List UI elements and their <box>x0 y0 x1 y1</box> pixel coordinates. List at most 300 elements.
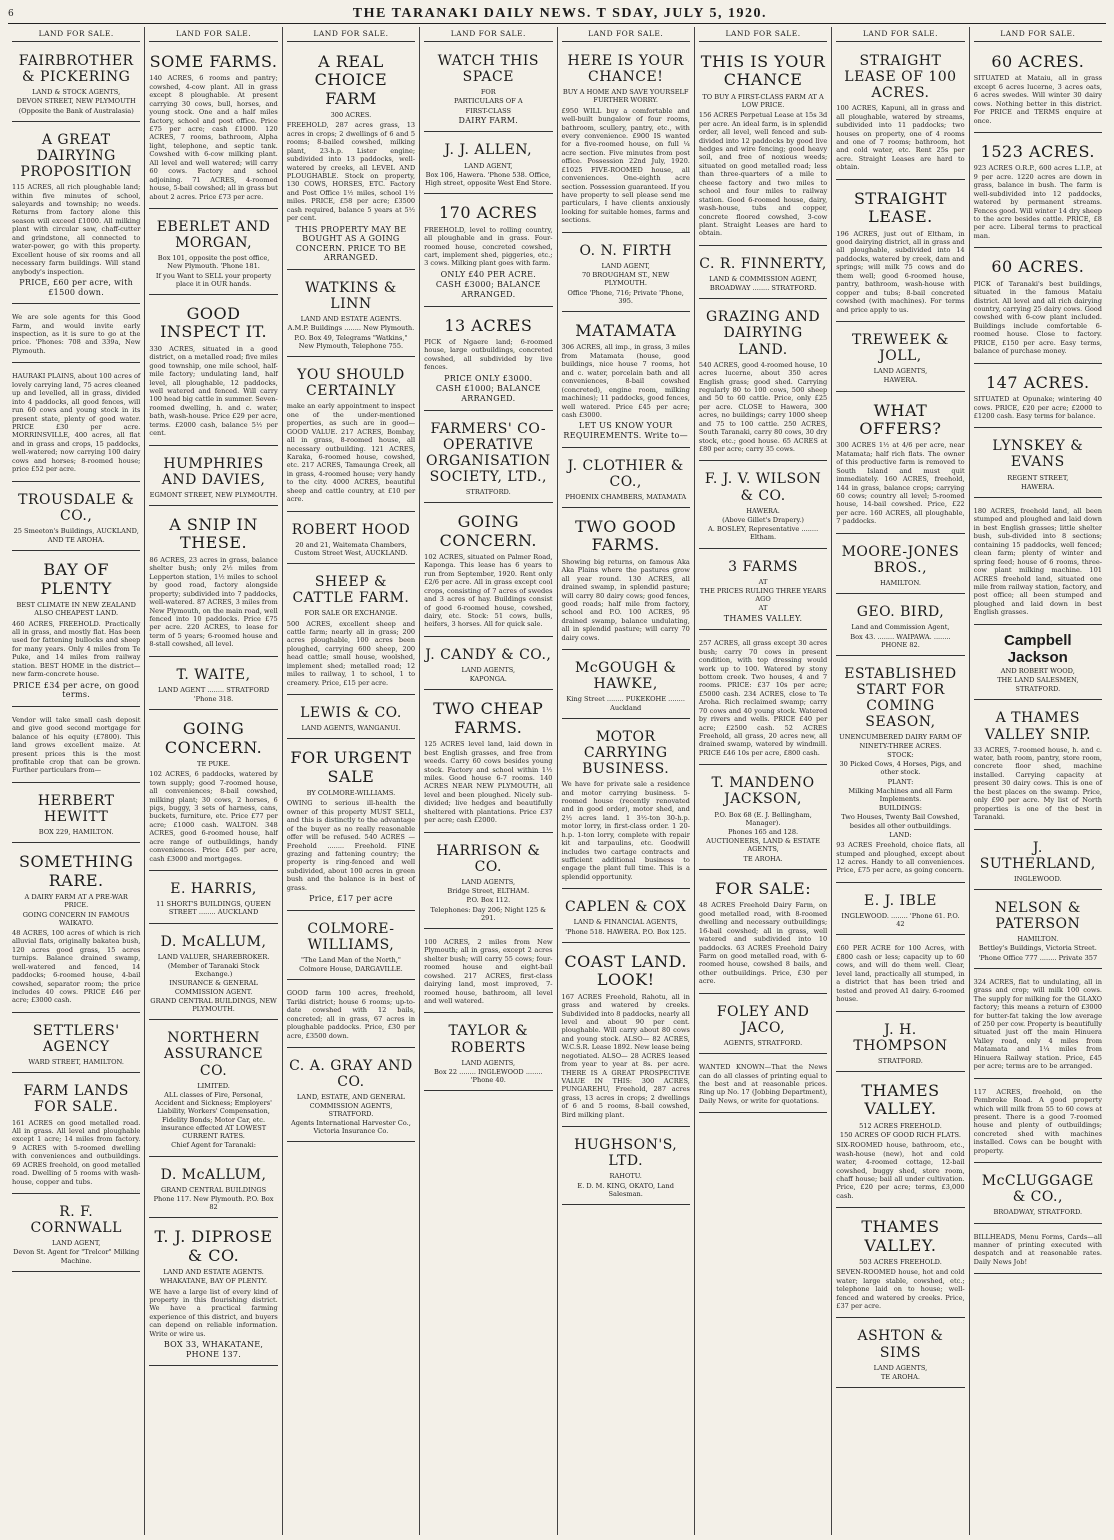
ad-heading: NORTHERN ASSURANCE CO. <box>163 1030 264 1079</box>
ad-heading: HUMPHRIES AND DAVIES, <box>161 455 266 488</box>
ad-subline: WHAKATANE, BAY OF PLENTY. <box>159 1277 268 1286</box>
ad-subline: BEST CLIMATE IN NEW ZEALAND ALSO CHEAPEST LAND. <box>16 601 136 618</box>
advertisement <box>287 742 415 910</box>
advertisement <box>287 360 415 511</box>
ad-subline: WARD STREET, HAMILTON. <box>28 1058 124 1067</box>
advertisement <box>12 307 140 363</box>
ad-body-text: 306 ACRES, all imp., in grass, 3 miles from Matamata (house, good buildings, nice house 7 rooms, hot and c. water, porcelain bath and all conveniences, 8-bail cowshed (concreted), engine room, milking machines); 11 paddocks, good fences, well watered. Price £45 per acre; cash £3000. <box>561 343 690 419</box>
ad-subline: LAND AGENTS, <box>461 877 516 886</box>
ad-subline: AND TE AROHA. <box>47 536 105 545</box>
advertisement <box>149 1221 277 1366</box>
advertisement <box>149 927 277 1021</box>
advertisement <box>836 1321 964 1388</box>
ad-subline: LAND AGENTS, <box>461 1058 516 1067</box>
ad-subline: DEVON STREET, NEW PLYMOUTH <box>16 97 136 106</box>
ad-footer: BOX 33, WHAKATANE, PHONE 137. <box>163 1340 264 1359</box>
ad-heading: GOING CONCERN. <box>439 512 537 550</box>
advertisement <box>12 125 140 304</box>
ad-extra: CASH £1000; BALANCE ARRANGED. <box>435 384 541 403</box>
ad-subline: 25 Smeeton's Buildings, AUCKLAND, <box>13 526 139 535</box>
ad-heading: 13 ACRES <box>444 315 533 335</box>
ad-subline: LAND & STOCK AGENTS, <box>32 88 121 97</box>
ad-subline: 'Phone 518. HAWERA. P.O. Box 125. <box>565 927 687 936</box>
ad-body-text: FREEHOLD, level to rolling country, all ploughable and in grass. Four-roomed house, concreted cowshed, cart, implement shed, piggeries, etc.; 3 cows. Milking plant goes with farm. <box>424 225 553 268</box>
advertisement <box>562 315 690 448</box>
column-5 <box>558 27 695 1535</box>
ad-subline: AND ROBERT WOOD, <box>1000 666 1075 675</box>
ad-subline: (Member of Taranaki Stock Exchange.) <box>167 961 260 979</box>
ad-subline: Land and Commission Agent, <box>851 623 950 632</box>
ad-heading: J. CLOTHIER & CO., <box>567 457 684 490</box>
advertisement <box>12 846 140 1013</box>
ad-subline: 512 ACRES FREEHOLD. <box>859 1121 942 1130</box>
ad-heading: O. N. FIRTH <box>579 242 672 259</box>
ad-heading: ROBERT HOOD <box>291 521 411 538</box>
advertisement <box>562 722 690 890</box>
ad-subline: Agents International Harvester Co., Victoria Insurance Co. <box>291 1119 411 1136</box>
advertisement <box>836 597 964 656</box>
advertisement <box>12 485 140 552</box>
ad-heading: THIS IS YOUR CHANCE <box>700 52 826 90</box>
advertisement <box>562 946 690 1127</box>
ad-subline: AUCTIONEERS, LAND & ESTATE AGENTS, <box>706 837 820 854</box>
ad-subline: Telephones: Day 206; Night 125 & 291. <box>430 905 547 922</box>
ad-body-text: FREEHOLD, 287 acres grass, 13 acres in crops; 2 dwellings of 6 and 5 rooms; 8-bailed cowshed, milking plant, 23-h.p. Lister engine; subdivided into 13 paddocks, well-watered by creeks, all LEVEL AND PLOUGHABLE. Stock on property, 130 COWS, HORSES, ETC. Factory and Post Office 1½ miles, school 1½ miles. PRICE, £58 per acre; £3500 cash required, balance 5 years at 5½ per cent. <box>286 121 416 223</box>
ad-heading: 147 ACRES. <box>986 372 1090 392</box>
advertisement <box>12 786 140 843</box>
ad-body-text: 100 ACRES, Kapuni, all in grass and all ploughable, watered by streams, subdivided into 11 paddocks; two houses on property, one of 4 rooms and one of 7 rooms; bathroom, hot and cold water, etc. Rent 25s per acre. Straight Leases are hard to obtain. <box>836 104 965 172</box>
advertisement <box>149 660 277 711</box>
ad-subline: 'Phone Office 777 ........ Private 357 <box>978 953 1098 962</box>
ad-subline: FOR <box>480 88 496 97</box>
advertisement <box>974 431 1102 498</box>
ad-subline: A DAIRY FARM AT A PRE-WAR PRICE. <box>24 893 128 910</box>
ad-heading: TAYLOR & ROBERTS <box>448 1023 529 1056</box>
ad-heading: GOOD INSPECT IT. <box>160 304 268 342</box>
ad-body-text: 117 ACRES, freehold, on the Pembroke Road. A good property which will milk from 55 to 60 cows at present. There is a good 7-roomed house and plenty of outbuildings; concreted shed with machines installed. Cows can be bought with property. <box>973 1087 1102 1155</box>
ad-subline: "The Land Man of the North," <box>300 956 401 965</box>
newspaper-title: THE TARANAKI DAILY NEWS. T SDAY, JULY 5, 1920. <box>352 5 767 21</box>
advertisement <box>836 938 964 1011</box>
ad-body-text: BILLHEADS, Menu Forms, Cards—all manner of printing executed with despatch and at reasonable rates. Daily News Job! <box>973 1232 1102 1266</box>
ad-body-text: 300 ACRES 1½ at 4/6 per acre, near Matamata; half rich flats. The owner of this productive farm is removed to South Island and must quit immediately. 160 ACRES, freehold, 144 in grass, balance crops; carrying 60 cows; country all level; 5-roomed house, 14-bail cowshed. Price, £22 per acre. 160 ACRES, all ploughable, 7 paddocks. <box>836 441 965 526</box>
ad-body-text: We have for private sale a residence and motor carrying business. 5-roomed house (recently renovated and in good order), motor shed, and 2½ acres land. 1 3½-ton 30-h.p. motor lorry, in first-class order. 1 20-h.p. 1-ton lorry, complete with repair kit and tarpaulins, etc. Goodwill includes two cartage contracts and sufficient additional business to engage the plant full time. This is a splendid opportunity. <box>561 780 690 881</box>
ad-heading: TROUSDALE & CO., <box>18 491 135 524</box>
column-3 <box>283 27 420 1535</box>
advertisement <box>12 366 140 481</box>
advertisement <box>562 892 690 943</box>
ad-subline: A.M.P. Buildings ........ New Plymouth. <box>287 324 415 333</box>
ad-subline: BUILDINGS: <box>878 804 922 813</box>
ad-heading: HERBERT HEWITT <box>37 792 115 825</box>
ad-subline: Bridge Street, ELTHAM. <box>447 887 530 896</box>
ad-body-text: WE have a large list of every kind of property in this flourishing district. We have a practical farming experience of this district, and buyers can depend on reliable information. Write or wire us. <box>149 1287 278 1338</box>
ad-subline: HAMILTON. <box>1017 935 1059 944</box>
ad-subline: (Above Gillet's Drapery.) <box>722 515 804 524</box>
advertisement <box>12 46 140 122</box>
ad-heading: J. SUTHERLAND, <box>979 839 1096 872</box>
ad-heading: E. HARRIS, <box>170 881 257 898</box>
advertisement <box>699 552 827 631</box>
ad-subline: Milking Machines and all Farm Implements. <box>848 786 953 803</box>
advertisement <box>562 236 690 312</box>
ad-subline: UNENCUMBERED DAIRY FARM OF NINETY-THREE ACRES. <box>839 733 962 750</box>
ad-heading: J. CANDY & CO., <box>425 646 552 663</box>
ad-subline: Phone 117. New Plymouth. P.O. Box 82 <box>153 1194 274 1212</box>
ad-subline: BOX 229, HAMILTON. <box>38 828 114 837</box>
advertisement <box>699 249 827 300</box>
advertisement <box>836 395 964 534</box>
advertisement <box>699 464 827 548</box>
ad-heading: 60 ACRES. <box>991 257 1085 277</box>
ad-subline: Box 101, opposite the post office, New Plymouth. 'Phone 181. <box>157 254 270 271</box>
advertisement <box>836 46 964 180</box>
column-header: LAND FOR SALE. <box>12 27 140 42</box>
ad-heading: D. McALLUM, <box>160 933 267 950</box>
ad-body-text: 156 ACRES Perpetual Lease at 15s 3d per acre. An ideal farm, is in splendid order, all level, well fenced and sub-divided into 12 paddocks by good live hedges and wire fencing; good heavy soil, and free of noxious weeds; situated on good metalled road; less than three-quarters of a mile to cheese factory and two miles to school and four miles to railway station. Good 6-roomed house, dairy, wash-house, tubs and copper, concrete floored cowshed, 3-cow plant. Straight Leases are hard to obtain. <box>698 111 828 238</box>
ad-subline: BY COLMORE-WILLIAMS. <box>306 789 396 798</box>
advertisement <box>699 302 827 461</box>
ad-subline: TE AROHA. <box>880 1372 920 1381</box>
advertisement <box>836 659 964 883</box>
ad-subline: P.O. Box 49, Telegrams "Watkins," New Plymouth, Telephone 755. <box>294 333 408 350</box>
column-header: LAND FOR SALE. <box>149 27 277 42</box>
ad-subline: LAND, ESTATE, AND GENERAL COMMISSION AGENTS, STRATFORD. <box>296 1093 405 1118</box>
ad-body-text: SITUATED at Mataiu, all in grass except 6 acres lucerne, 3 acres oats, 6 acres swedes. Will winter 30 dairy cows. Nothing better in this district. For PRICE and TERMS enquire at once. <box>973 74 1102 125</box>
ad-subline: TO BUY A FIRST-CLASS FARM AT A LOW PRICE. <box>702 92 824 110</box>
ad-subline: STRATFORD. <box>878 1056 923 1065</box>
advertisement <box>287 698 415 739</box>
ad-heading: STRAIGHT LEASE OF 100 ACRES. <box>844 53 957 102</box>
ad-heading: J. H. THOMPSON <box>853 1021 948 1054</box>
advertisement <box>699 46 827 246</box>
ad-body-text: 180 ACRES, freehold land, all been stumped and ploughed and laid down in best English grasses; little shelter bush, sub-divided into 8 sections; containing 15 paddocks, well fenced; clean farm; plenty of winter and spring feed; house of 6 rooms, three-cow plant milking machine. 101 ACRES freehold land, situated one mile from railway station, factory, and post office; all been stumped and ploughed and laid down in best English grasses. <box>973 507 1102 617</box>
ad-subline: BROADWAY, STRATFORD. <box>993 1208 1083 1217</box>
advertisement <box>424 932 552 1014</box>
ad-subline: LAND AND ESTATE AGENTS. <box>163 1268 264 1277</box>
advertisement <box>836 325 964 392</box>
ad-heading: 170 ACRES <box>439 203 538 223</box>
ad-subline: LAND AGENTS, <box>873 1363 928 1372</box>
ad-heading: YOU SHOULD CERTAINLY <box>297 367 405 400</box>
ad-heading: GOING CONCERN. <box>164 719 263 757</box>
column-header: LAND FOR SALE. <box>562 27 690 42</box>
ad-body-text: PICK of Taranaki's best buildings, situated in the famous Mataiu district. All level and all rich dairying country, carrying 25 dairy cows. Good cowshed with 6-cow plant included. Buildings include comfortable 6-roomed house. Close to factory. PRICE, £150 per acre. Easy terms, balance of purchase money. <box>973 279 1102 356</box>
ad-subline: STRATFORD. <box>465 487 511 496</box>
ad-heading: FOLEY AND JACO, <box>716 1003 810 1036</box>
ad-body-text: 86 ACRES, 23 acres in grass, balance shelter bush; only 2½ miles from Lepperton station, 1½ miles to school by good road, factory alongside property; subdivided into 7 paddocks, well-watered. 87 ACRES, 3 miles from New Plymouth, on the main road, well fenced into 10 paddocks. Price £75 per acre. 220 ACRES, to lease for term of 5 years; 6-roomed house and 8-stall cowshed, all level. <box>149 555 278 649</box>
advertisement <box>562 451 690 508</box>
advertisement <box>974 833 1102 890</box>
ad-subline: E. D. M. KING, OKATO, Land Salesman. <box>577 1181 674 1198</box>
advertisement <box>149 1160 277 1219</box>
ad-heading: 1523 ACRES. <box>980 142 1095 162</box>
advertisement <box>424 197 552 306</box>
advertisement <box>424 693 552 832</box>
column-7 <box>832 27 969 1535</box>
ad-subline: P.O. Box 112. <box>466 896 511 905</box>
ad-subline: STOCK: <box>887 750 914 759</box>
ad-subline: FOR SALE OR EXCHANGE. <box>304 609 398 618</box>
advertisement <box>974 703 1102 829</box>
ad-body-text: WANTED KNOWN—That the News can do all classes of printing equal to the best and at reasonable prices. Ring up No. 17 (Jobbing Department), Daily News, or write for quotations. <box>698 1063 828 1105</box>
ad-body-text: SIX-ROOMED house, bathroom, etc., wash-house (new), hot and cold water, 4-roomed cottage, 12-bail cowshed, buggy shed, store room, chaff house; bail all under cultivation. Price, £20 per acre; terms, £3,000 cash. <box>836 1141 965 1200</box>
ad-heading: Campbell Jackson <box>1004 631 1072 666</box>
page-number: 6 <box>8 8 14 19</box>
ad-subline: BUY A HOME AND SAVE YOURSELF FURTHER WORRY. <box>562 88 689 105</box>
ad-subline: AGENTS, STRATFORD. <box>723 1038 803 1047</box>
ad-body-text: 257 ACRES, all grass except 30 acres bush; carry 70 cows in present condition, with top dressing would work up to 100. Watered by stony bottom creek. Two houses, 4 and 7 rooms. PRICE: £37 10s per acre; £5000 cash. 234 ACRES, close to Te Aroha. Rich reclaimed swamp; carry 70 cows and 40 young stock. Watered by rivers and wells. PRICE £40 per acre; £2500 cash. 52 ACRES Freehold, all grass, 20 acres new, all drained swamp, watered by windmill. PRICE £46 10s per acre, £800 cash. <box>698 639 828 757</box>
ad-heading: TWO GOOD FARMS. <box>575 516 677 555</box>
ad-subline: AT <box>758 577 768 586</box>
ad-heading: TREWEEK & JOLL, <box>852 331 949 365</box>
ad-heading: CAPLEN & COX <box>565 899 687 916</box>
advertisement <box>424 640 552 691</box>
ad-subline: GRAND CENTRAL BUILDINGS <box>160 1185 267 1194</box>
ad-heading: T. WAITE, <box>176 666 251 683</box>
ad-subline: Office 'Phone, 716; Private 'Phone, 395. <box>567 288 684 305</box>
ad-body-text: 102 ACRES, 6 paddocks, watered by town supply; good 7-roomed house, all conveniences; 8-bail cowshed, milking plant; 30 cows, 2 horses, 6 pigs, buggy, 3 sets of harness, cans, buckets, furniture, etc. Price £77 per acre; £1000 cash. WALTON. 348 ACRES, good 6-roomed house, half acre range of outbuildings, handy conveniences. Price £45 per acre, cash £3000 and mortgages. <box>149 770 278 863</box>
ad-heading: A THAMES VALLEY SNIP. <box>984 710 1091 743</box>
ad-heading: GRAZING AND DAIRYING LAND. <box>706 309 821 358</box>
advertisement <box>12 1076 140 1194</box>
advertisement <box>562 653 690 719</box>
ad-subline: GRAND CENTRAL BUILDINGS, NEW PLYMOUTH. <box>150 996 277 1014</box>
ad-subline: HAWERA. <box>1020 482 1055 491</box>
advertisement <box>836 537 964 594</box>
ad-body-text: PICK of Ngaere land; 6-roomed house, large outbuildings, concreted cowshed, all subdivided by live fences. <box>424 338 553 372</box>
ad-heading: NELSON & PATERSON <box>994 899 1081 933</box>
ad-body-text: HAURAKI PLAINS, about 100 acres of lovely carrying land, 75 acres cleaned up and levelled, all in grass, divided into 4 paddocks, all good fences, will run 60 cows and young stock in its present state, plenty of good water. PRICE £30 per acre. MORRINSVILLE, 400 acres, all flat and in grass and crops, 15 paddocks, well-watered; now carrying 100 dairy cows and horses; 8-roomed house; price £52 per acre. <box>12 372 141 474</box>
ad-heading: SOMETHING RARE. <box>19 852 134 890</box>
ad-subline: Two Houses, Twenty Bail Cowshed, besides all other outbuildings. <box>841 813 960 830</box>
ad-heading: MOTOR CARRYING BUSINESS. <box>582 728 670 777</box>
advertisement <box>287 567 415 695</box>
advertisement <box>836 183 964 322</box>
advertisement <box>424 836 552 929</box>
advertisement <box>12 1016 140 1073</box>
advertisement <box>149 509 277 657</box>
ad-heading: A REAL CHOICE FARM <box>314 52 388 108</box>
ad-footer: DAIRY FARM. <box>458 115 519 125</box>
column-header: LAND FOR SALE. <box>836 27 964 42</box>
advertisement <box>149 212 277 295</box>
ad-body-text: SITUATED at Opunake; wintering 40 cows. PRICE, £20 per acre; £2000 to £1200 cash. Easy terms for balance. <box>973 395 1102 420</box>
ad-subline: PHOENIX CHAMBERS, MATAMATA <box>565 492 687 501</box>
ad-subline: Devon St. Agent for "Trelcor" Milking Machine. <box>13 1248 140 1265</box>
ad-body-text: £60 PER ACRE for 100 Acres, with £800 cash or less; capacity up to 60 cows, and will do them well. Clear, level land, practically all stumped, in a district that has been tried and tested and proved A1 dairy. 6-roomed house. <box>836 944 965 1004</box>
ad-subline: LAND AGENT, <box>464 161 513 170</box>
column-1 <box>8 27 145 1535</box>
advertisement <box>12 554 140 707</box>
ad-subline: REGENT STREET, <box>1007 473 1069 482</box>
ad-subline: AT <box>758 604 768 613</box>
advertisement <box>974 1227 1102 1275</box>
column-header: LAND FOR SALE. <box>974 27 1102 42</box>
ad-subline: Chief Agent for Taranaki: <box>171 1141 256 1150</box>
ad-heading: McCLUGGAGE & CO., <box>981 1173 1094 1206</box>
ad-subline: Box 43. ........ WAIPAWA. ........ PHONE 82. <box>850 632 951 649</box>
ad-heading: SOME FARMS. <box>149 52 278 71</box>
advertisement <box>287 273 415 357</box>
ad-subline: 70 BROUGHAM ST., NEW PLYMOUTH. <box>581 271 670 288</box>
advertisement <box>12 710 140 783</box>
advertisement <box>287 914 415 981</box>
advertisement <box>974 46 1102 133</box>
ad-heading: WATKINS & LINN <box>305 280 397 313</box>
ad-subline: ALL classes of Fire, Personal, Accident and Sickness; Employers' Liability, Workers' Compensation, Fidelity Bonds; Motor Car, etc. insurance effected AT LOWEST CURRENT RATES. <box>155 1090 272 1141</box>
ad-subline: LAND AGENTS, WANGANUI. <box>301 724 401 733</box>
ad-subline: 'Phone 318. <box>193 695 234 704</box>
ad-heading: WATCH THIS SPACE <box>437 53 540 86</box>
ad-heading: ASHTON & SIMS <box>857 1328 944 1361</box>
ad-heading: McGOUGH & HAWKE, <box>574 660 677 693</box>
ad-subline: LAND AGENT, <box>51 1239 101 1248</box>
advertisement <box>149 46 277 209</box>
ad-body-text: 196 ACRES, just out of Eltham, in good dairying district, all in grass and all ploughable, subdivided into 14 paddocks, watered by creek, dam and springs; will milk 75 cows and do them well; good 6-roomed house, pantry, bathroom, wash-house with copper and tubs; 8-bail concreted cowshed (with machines). For terms and price apply to us. <box>836 229 965 314</box>
ad-subline: Box 106, Hawera. 'Phone 538. Office, High street, opposite West End Store. <box>424 170 552 188</box>
ad-subline: LAND AND ESTATE AGENTS. <box>300 315 402 324</box>
ad-body-text: 125 ACRES level land, laid down in best English grasses, and free from weeds. Carry 60 cows besides young stock. Factory and school within 1½ miles. Good house 6-7 rooms. 140 ACRES NEAR NEW PLYMOUTH, all level and been ploughed. Nicely sub-divided; live hedges and beautifully sheltered with plantations. Price £37 per acre; cash £2000. <box>424 740 553 825</box>
ad-subline: PLANT: <box>887 777 914 786</box>
advertisement <box>562 46 690 233</box>
ad-heading: STRAIGHT LEASE. <box>853 188 947 227</box>
ad-subline: LAND AGENT ........ STRATFORD <box>157 685 270 694</box>
advertisement <box>699 1057 827 1113</box>
ad-subline: RAHOTU. <box>609 1172 642 1181</box>
advertisement <box>974 367 1102 429</box>
ad-heading: MOORE-JONES BROS., <box>841 543 960 576</box>
ad-footer: LET US KNOW YOUR REQUIREMENTS. Write to— <box>563 421 688 440</box>
ad-footer: PRICE £34 per acre, on good terms. <box>12 680 140 700</box>
ad-subline: 20 and 21, Waitemata Chambers, Custom Street West, AUCKLAND. <box>294 540 408 557</box>
ad-subline: FIRST-CLASS <box>465 106 512 115</box>
advertisement <box>974 136 1102 248</box>
ad-extra: CASH £3000; BALANCE ARRANGED. <box>435 280 541 300</box>
ad-heading: D. McALLUM, <box>160 1166 267 1183</box>
ad-footer: PRICE ONLY £3000. <box>444 373 533 383</box>
ad-subline: LAND AGENTS, <box>873 367 928 376</box>
ad-subline: LAND AGENTS, <box>461 665 516 674</box>
ad-heading: C. R. FINNERTY, <box>699 255 827 272</box>
ad-footer: Price, £17 per acre <box>309 894 393 904</box>
advertisement <box>424 506 552 637</box>
ad-subline: King Street ........ PUKEKOHE ........ Auckland <box>566 695 685 712</box>
ad-heading: J. J. ALLEN, <box>444 142 533 159</box>
advertisement <box>424 310 552 411</box>
ad-heading: HARRISON & CO. <box>436 842 541 875</box>
ad-subline: TE PUKE. <box>197 760 231 769</box>
column-4 <box>420 27 557 1535</box>
ad-heading: THAMES VALLEY. <box>861 1080 940 1119</box>
column-header: LAND FOR SALE. <box>699 27 827 42</box>
ad-subline: TE AROHA. <box>743 854 783 863</box>
advertisement <box>424 46 552 132</box>
ad-subline: BROADWAY ........ STRATFORD. <box>709 284 817 293</box>
ad-heading: GEO. BIRD, <box>856 604 945 621</box>
ad-heading: COLMORE-WILLIAMS, <box>307 920 395 953</box>
ad-body-text: 161 ACRES on good metalled road. All in grass. All level and ploughable except 1 acre; 14 miles from factory. 9 ACRES with 5-roomed dwelling with conveniences and outbuildings. 69 ACRES freehold, on good metalled road. Dwelling of 5 rooms with wash-house, copper and tubs. <box>12 1118 141 1186</box>
ad-subline: Phones 165 and 128. <box>727 828 799 836</box>
ad-heading: FAIRBROTHER & PICKERING <box>18 53 134 86</box>
ad-body-text: 500 ACRES, excellent sheep and cattle farm; nearly all in grass; 200 acres ploughable, 100 acres been ploughed, carrying 600 sheep, 200 head cattle; small house, woolshed, implement shed; metalled road; 12 miles to railway, 1 to school, 1 to creamery. Price, £15 per acre. <box>286 619 416 687</box>
ad-body-text: Vendor will take small cash deposit and give good second mortgage for balance of his equity (£7800). This land grows excellent maize. At present prices this is the most profitable crop that can be grown. Further particulars from— <box>12 715 141 775</box>
column-container <box>8 27 1106 1535</box>
ad-subline: LAND VALUER, SHAREBROKER. <box>157 952 270 961</box>
ad-heading: MATAMATA <box>575 321 677 341</box>
ad-body-text: 33 ACRES, 7-roomed house, h. and c. water, bath room, pantry, store room, concrete floor shed, machine installed. Carrying capacity at present 30 dairy cows. This is one of the best places on the swamp. Price, only £90 per acre. My list of North properties is one of the best in Taranaki. <box>973 745 1102 822</box>
ad-heading: E. J. IBLE <box>863 892 937 909</box>
ad-heading: T. MANDENO JACKSON, <box>711 775 815 808</box>
ad-subline: KAPONGA. <box>469 675 507 684</box>
advertisement <box>562 1130 690 1205</box>
ad-body-text: 923 ACRES O.R.P., 600 acres L.I.P., at 9 per acre. 1220 acres are down in grass, balance in bush. The farm is well-subdivided into 12 paddocks, watered by permanent streams. Fences good. Will winter 14 dry sheep to the acre besides cattle. PRICE, £8 per acre. Liberal terms to practical man. <box>973 164 1102 240</box>
ad-heading: FOR SALE: <box>715 878 812 898</box>
ad-heading: FOR URGENT SALE <box>290 748 412 786</box>
ad-subline: A. BOSLEY, Representative ........ Eltham. <box>707 525 819 542</box>
ad-body-text: 48 ACRES, 100 acres of which is rich alluvial flats, originally bakatea bush, 120 acres good grass, 15 acres turnips. Balance drained swamp, well-watered and fenced, 14 paddocks; 6-roomed house, 4-bail cowshed, separator room; the price includes 40 cows. PRICE £46 per acre; £3000 cash. <box>12 928 141 1005</box>
advertisement <box>12 1197 140 1272</box>
ad-subline: LAND & FINANCIAL AGENTS, <box>573 918 678 927</box>
ad-subline: P.O. Box 68 (E. J. Bellingham, Manager). <box>714 810 812 827</box>
ad-subline: INGLEWOOD. <box>1014 874 1062 883</box>
ad-body-text: Showing big returns, on famous Aka Aka Plains where the pastures grow all year round. 130 ACRES, all drained swamp, in splendid pasture; will carry 80 dairy cows; good fences, good roads; half mile from factory, school and P.O. 100 ACRES, 95 drained swamp, balance undulating, all in splendid pasture; will carry 70 dairy cows. <box>561 557 690 642</box>
column-2 <box>145 27 282 1535</box>
ad-subline: If you Want to SELL your property place it in OUR hands. <box>155 271 272 288</box>
ad-heading: 60 ACRES. <box>991 52 1085 71</box>
ad-heading: TWO CHEAP FARMS. <box>433 699 544 737</box>
ad-subline: GOING CONCERN IN FAMOUS WAIKATO. <box>22 910 130 927</box>
advertisement <box>836 1015 964 1072</box>
ad-heading: LYNSKEY & EVANS <box>992 438 1084 471</box>
advertisement <box>149 713 277 871</box>
advertisement <box>699 873 827 994</box>
advertisement <box>424 135 552 194</box>
ad-heading: 3 FARMS <box>728 558 799 575</box>
ad-heading: FARM LANDS FOR SALE. <box>23 1083 129 1116</box>
ad-subline: Colmore House, DARGAVILLE. <box>299 965 403 974</box>
advertisement <box>836 886 964 936</box>
ad-subline: THE LAND SALESMEN, <box>997 675 1079 684</box>
advertisement <box>699 997 827 1054</box>
ad-body-text: 167 ACRES Freehold, Rahotu, all in grass and watered by creeks. Subdivided into 8 paddocks, nearly all level and about 90 per cent. ploughable. Will carry about 80 cows and young stock. ALSO— 82 ACRES, W.C.S.R. Lease 1892. New lease being negotiated. ALSO— 28 ACRES leased from year to year at 8s. per acre. THERE IS A GREAT PROSPECTIVE VALUE IN THIS: 300 ACRES, PUNGAREHU, Freehold, 287 acres grass, 13 acres in crops; 2 dwellings of 6 and 5 rooms, 8-bail cowshed, Bird milking plant. <box>561 992 690 1119</box>
ad-heading: A SNIP IN THESE. <box>169 515 258 553</box>
ad-subline: 11 SHORT'S BUILDINGS, QUEEN STREET ........ AUCKLAND <box>156 900 272 917</box>
ad-heading: WHAT OFFERS? <box>859 400 942 438</box>
ad-subline: PARTICULARS OF A <box>454 97 523 106</box>
column-8 <box>970 27 1106 1535</box>
ad-footer: ONLY £40 PER ACRE. <box>440 269 537 279</box>
advertisement <box>974 1082 1102 1164</box>
ad-subline: EGMONT STREET, NEW PLYMOUTH. <box>149 490 278 499</box>
ad-subline: (Opposite the Bank of Australasia) <box>18 106 134 115</box>
ad-heading: BAY OF PLENTY <box>40 560 112 598</box>
ad-subline: 150 ACRES OF GOOD RICH FLATS. <box>839 1130 961 1139</box>
ad-subline: STRATFORD. <box>1015 685 1061 694</box>
ad-footer: THIS PROPERTY MAY BE BOUGHT AS A GOING CONCERN. PRICE TO BE ARRANGED. <box>295 224 407 263</box>
ad-heading: HERE IS YOUR CHANCE! <box>567 53 684 86</box>
ad-subline: LAND AGENT, <box>601 261 650 270</box>
ad-body-text: 93 ACRES Freehold, choice flats, all stumped and ploughed, except about 12 acres. Handy to all conveniences. Price, £75 per acre, as going concern. <box>836 841 965 875</box>
ad-body-text: GOOD farm 100 acres, freehold, Tariki district; house 6 rooms; up-to-date cowshed with 12 bails, concreted; all in grass, 67 acres in ploughable paddocks. Price, £30 per acre, £3500 down. <box>286 989 416 1040</box>
ad-subline: Box 22 ........ INGLEWOOD ........ 'Phone 40. <box>434 1067 543 1085</box>
ad-heading: ESTABLISHED START FOR COMING SEASON, <box>844 665 957 731</box>
ad-body-text: OWING to serious ill-health the owner of this property MUST SELL, and this is distinctly to the advantage of the buyer as no really reasonable offer will be refused. 540 ACRES — Freehold ........ Freehold. FINE grazing and fattening country; the property is ring-fenced and well subdivided, about 100 acres in green bush and the balance is in best of grass. <box>286 799 416 892</box>
advertisement <box>424 1016 552 1091</box>
advertisement <box>287 983 415 1048</box>
ad-heading: C. A. GRAY AND CO. <box>289 1058 413 1091</box>
column-6 <box>695 27 832 1535</box>
